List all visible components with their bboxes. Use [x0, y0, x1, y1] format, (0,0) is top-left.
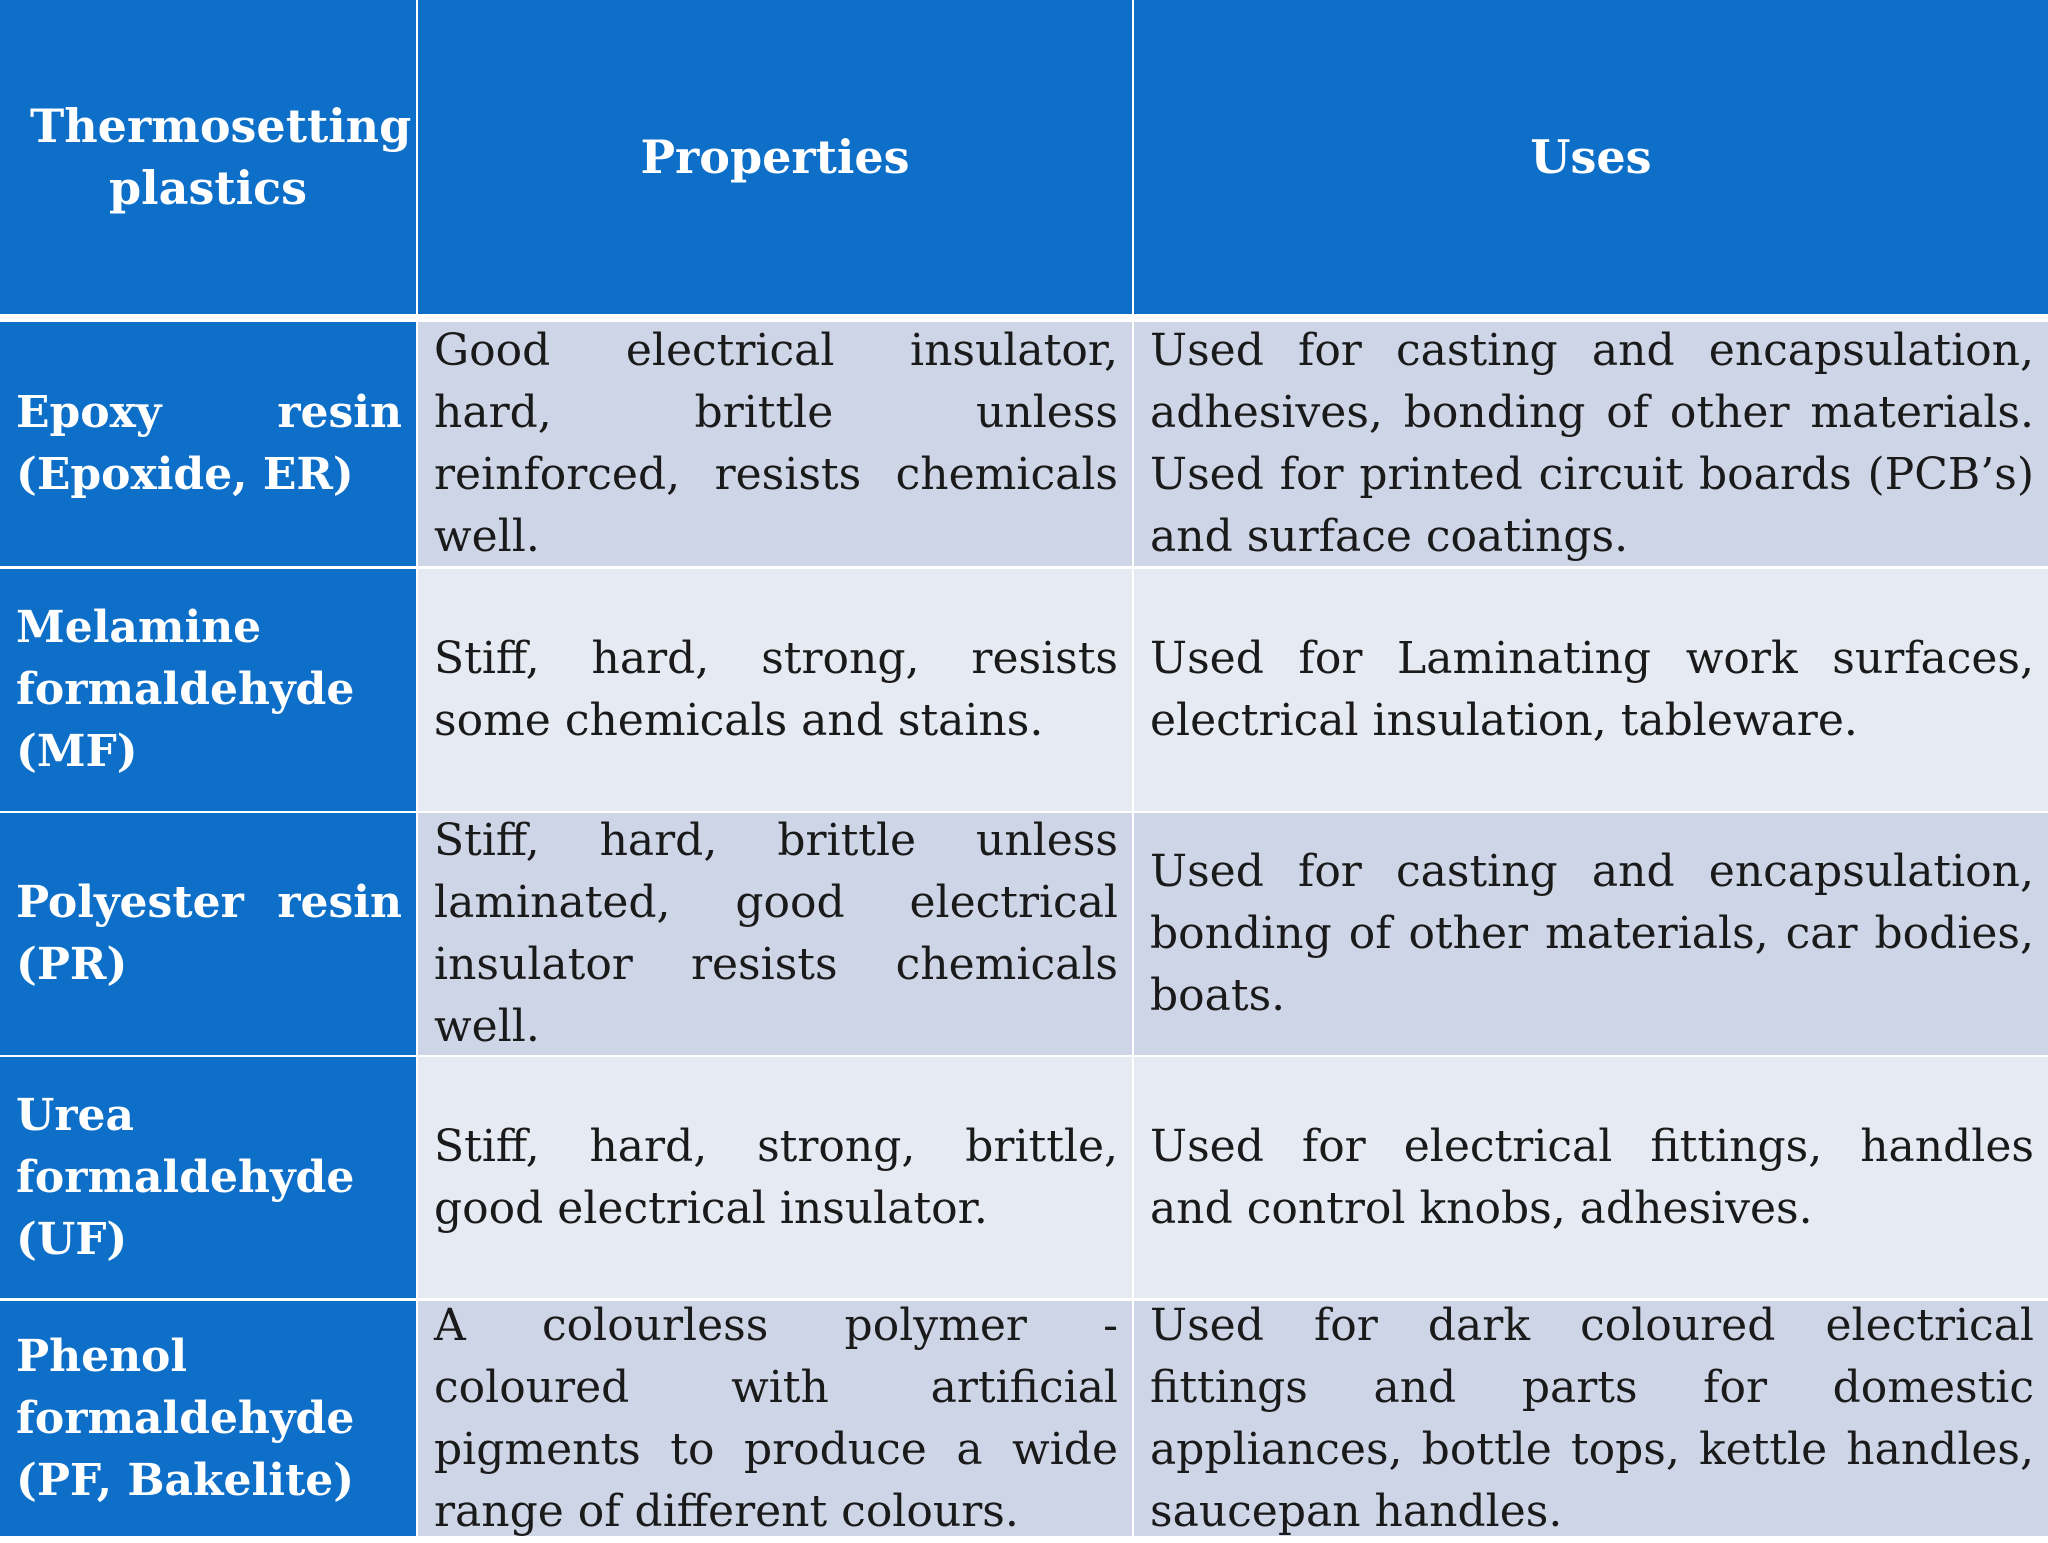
header-uses-label: Uses [1530, 130, 1652, 184]
uses-text: Used for casting and encapsulation, bonding of other materials, car bodies, boats. [1150, 846, 2034, 1021]
uses-text: Used for dark coloured electrical fittings and parts for domestic appliances, bottle tops, kettle handles, saucepan handles. [1150, 1299, 2034, 1537]
header-plastic [0, 0, 416, 314]
row-phenol-properties [418, 1301, 1132, 1536]
uses-text: Used for Laminating work surfaces, electrical insulation, tableware. [1150, 633, 2034, 746]
row-epoxy-name [0, 322, 416, 566]
row-name-label: Phenol formaldehyde (PF, Bakelite) [16, 1330, 355, 1506]
row-name-label: Epoxy resin (Epoxide, ER) [16, 387, 402, 500]
properties-text: Stiff, hard, strong, brittle, good electrical insulator. [434, 1120, 1118, 1234]
row-phenol-uses [1134, 1301, 2048, 1536]
uses-text: Used for casting and encapsulation, adhesives, bonding of other materials. Used for printed circuit boards (PCB’s) and surface coatings. [1150, 325, 2034, 562]
properties-text: Stiff, hard, brittle unless laminated, good electrical insulator resists chemicals well. [434, 815, 1118, 1052]
uses-text: Used for electrical fittings, handles and control knobs, adhesives. [1150, 1120, 2034, 1234]
row-melamine-properties [418, 569, 1132, 811]
row-urea-properties [418, 1057, 1132, 1298]
row-melamine-uses [1134, 569, 2048, 811]
row-urea-uses [1134, 1057, 2048, 1298]
row-polyester-name [0, 813, 416, 1055]
row-polyester-uses [1134, 813, 2048, 1055]
header-uses [1134, 0, 2048, 314]
row-name-label: Polyester resin (PR) [16, 877, 402, 990]
row-polyester-properties [418, 813, 1132, 1055]
properties-text: Good electrical insulator, hard, brittle unless reinforced, resists chemicals well. [434, 325, 1118, 562]
header-properties-label: Properties [640, 130, 910, 184]
header-properties [418, 0, 1132, 314]
row-melamine-name [0, 569, 416, 811]
header-plastic-label: Thermosetting plastics [30, 99, 412, 215]
row-urea-name [0, 1057, 416, 1298]
row-name-label: Melamine formaldehyde (MF) [16, 602, 355, 777]
properties-text: Stiff, hard, strong, resists some chemicals and stains. [434, 633, 1118, 746]
properties-text: A colourless polymer - coloured with artificial pigments to produce a wide range of different colours. [434, 1299, 1118, 1537]
row-name-label: Urea formaldehyde (UF) [16, 1089, 355, 1265]
row-phenol-name [0, 1301, 416, 1536]
row-epoxy-uses [1134, 322, 2048, 566]
row-epoxy-properties [418, 322, 1132, 566]
